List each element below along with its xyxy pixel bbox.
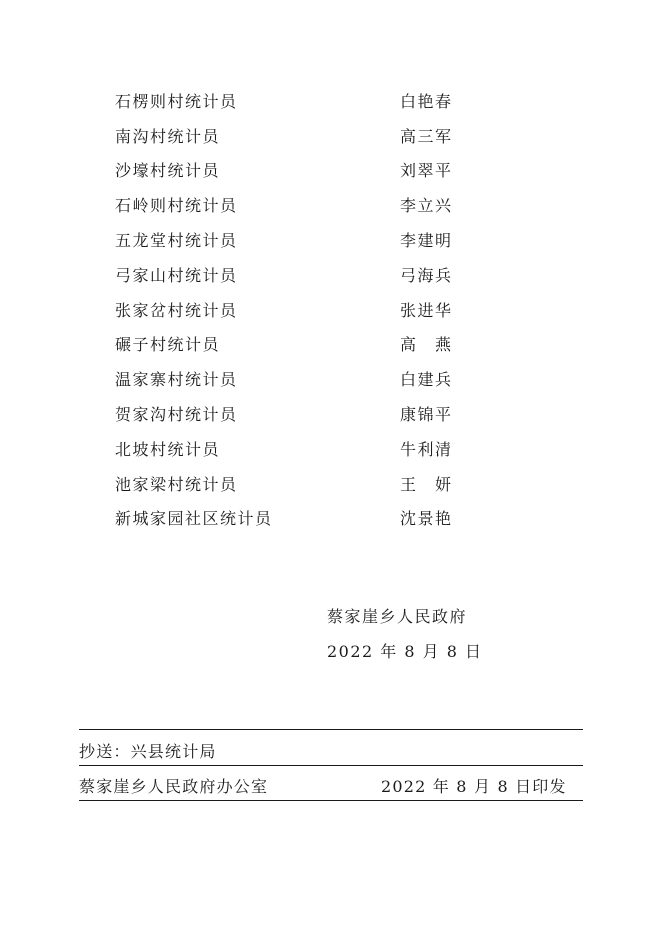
roster-name: 康锦平 [400,405,453,425]
roster-row [115,118,475,153]
issue-date: 2022 年 8 月 8 日印发 [381,777,567,796]
roster-row [115,153,475,188]
issue-line [79,776,583,801]
roster-name: 高 燕 [400,335,453,355]
roster-row [115,327,475,362]
cc-recipient: 抄送：兴县统计局 [79,742,217,761]
issuing-office: 蔡家崖乡人民政府办公室 [79,777,269,796]
statistician-roster [115,83,475,535]
roster-title: 石楞则村统计员 [115,91,238,111]
roster-name: 王 妍 [400,474,453,494]
roster-row [115,361,475,396]
roster-name: 高三军 [400,126,453,146]
roster-title: 弓家山村统计员 [115,265,238,285]
roster-title: 北坡村统计员 [115,439,221,459]
roster-row [115,466,475,501]
roster-title: 石岭则村统计员 [115,196,238,216]
roster-name: 白艳春 [400,91,453,111]
issuing-organization: 蔡家崖乡人民政府 [327,607,468,626]
roster-row [115,396,475,431]
roster-name: 李建明 [400,231,453,251]
roster-name: 弓海兵 [400,265,453,285]
roster-title: 南沟村统计员 [115,126,221,146]
signature-block [327,603,483,673]
roster-row [115,501,475,536]
roster-row [115,257,475,292]
roster-name: 张进华 [400,300,453,320]
roster-name: 刘翠平 [400,161,453,181]
roster-title: 张家岔村统计员 [115,300,238,320]
roster-row [115,222,475,257]
roster-name: 牛利清 [400,439,453,459]
roster-title: 新城家园社区统计员 [115,509,273,529]
roster-title: 五龙堂村统计员 [115,231,238,251]
roster-row [115,292,475,327]
signature-date: 2022 年 8 月 8 日 [327,642,483,661]
roster-name: 李立兴 [400,196,453,216]
roster-title: 温家寨村统计员 [115,370,238,390]
roster-title: 池家梁村统计员 [115,474,238,494]
roster-name: 白建兵 [400,370,453,390]
footer-divider [79,729,583,730]
roster-title: 沙壕村统计员 [115,161,221,181]
roster-title: 碾子村统计员 [115,335,221,355]
roster-name: 沈景艳 [400,509,453,529]
cc-line [79,741,583,766]
roster-row [115,431,475,466]
roster-row [115,83,475,118]
roster-row [115,187,475,222]
roster-title: 贺家沟村统计员 [115,405,238,425]
